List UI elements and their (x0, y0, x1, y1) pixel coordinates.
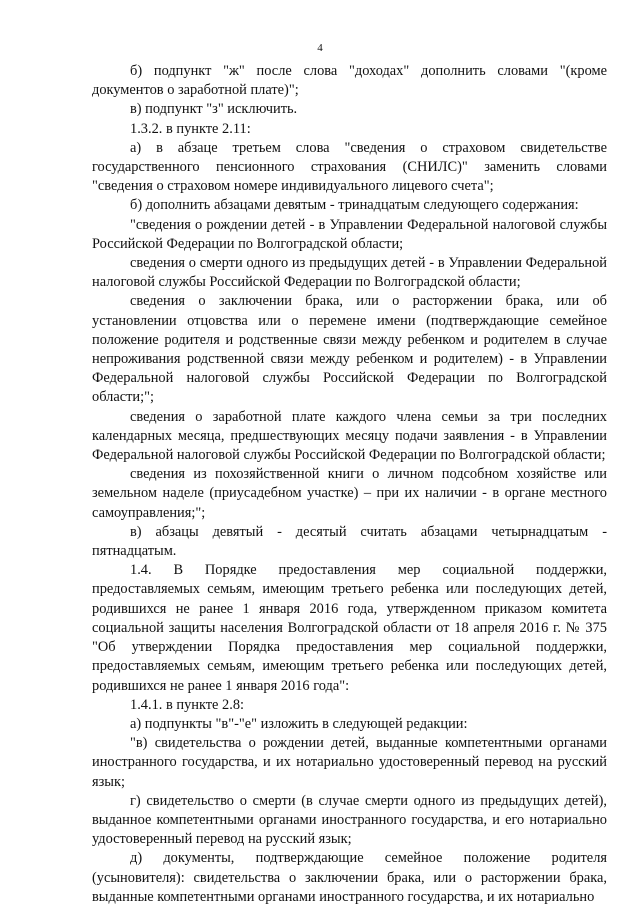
page-number: 4 (317, 42, 323, 54)
paragraph-2: в) подпункт "з" исключить. (130, 101, 298, 118)
paragraph-1: б) подпункт "ж" после слова "доходах" дополнить словами "(кроме документов о заработной плате)"; (92, 63, 607, 99)
paragraph-7: сведения о смерти одного из предыдущих детей - в Управлении Федеральной налоговой службы Российской Федерации по Волгоградской области; (92, 255, 607, 291)
paragraph-11: в) абзацы девятый - десятый считать абзацами четырнадцатым - пятнадцатым. (92, 523, 607, 560)
paragraph-5: б) дополнить абзацами девятым - тринадцатым следующего содержания: (130, 197, 579, 214)
paragraph-17: д) документы, подтверждающие семейное положение родителя (усыновителя): свидетельства о заключении брака, или о расторжении брака, выданные компетентными органами иностранного государства, и их нотариально (92, 850, 607, 905)
paragraph-10: сведения из похозяйственной книги о личном подсобном хозяйстве или земельном наделе (приусадебном участке) – при их наличии - в органе местного самоуправления;"; (92, 466, 607, 521)
paragraph-12: 1.4. В Порядке предоставления мер социальной поддержки, предоставляемых семьям, имеющим третьего ребенка или последующих детей, родившихся не ранее 1 января 2016 года, утвержденном приказом комитета социальной защиты населения Волгоградской области от 18 апреля 2016 г. № 375 "Об утверждении Порядка предоставления мер социальной поддержки, предоставляемых семьям, имеющим третьего ребенка или последующих детей, родившихся не ранее 1 января 2016 года": (92, 562, 607, 694)
paragraph-16: г) свидетельство о смерти (в случае смерти одного из предыдущих детей), выданное компетентными органами иностранного государства, и его нотариально удостоверенный перевод на русский язык; (92, 792, 607, 848)
paragraph-9: сведения о заработной плате каждого члена семьи за три последних календарных месяца, предшествующих месяцу подачи заявления - в Управлении Федеральной налоговой службы Российской Федерации по Волгоградской области; (92, 408, 607, 464)
paragraph-4: а) в абзаце третьем слова "сведения о страховом свидетельстве государственного пенсионного страхования (СНИЛС)" заменить словами "сведения о страховом номере индивидуального лицевого счета"; (92, 139, 607, 195)
paragraph-13: 1.4.1. в пункте 2.8: (130, 696, 245, 713)
paragraph-14: а) подпункты "в"-"е" изложить в следующей редакции: (130, 715, 468, 732)
paragraph-8: сведения о заключении брака, или о расторжении брака, или об установлении отцовства или о перемене имени (подтверждающие семейное положение родителя и родственные связи между ребенком и родителем в случае непроживания родственной связи между ребенком и родителем) - в Управлении Федеральной налоговой службы Российской Федерации по Волгоградской области;"; (92, 293, 607, 406)
paragraph-15: "в) свидетельства о рождении детей, выданные компетентными органами иностранного государства, и их нотариально удостоверенный перевод на русский язык; (92, 735, 607, 790)
document-body (92, 62, 607, 907)
paragraph-3: 1.3.2. в пункте 2.11: (130, 120, 251, 137)
paragraph-6: "сведения о рождении детей - в Управлении Федеральной налоговой службы Российской Федерации по Волгоградской области; (92, 216, 607, 252)
